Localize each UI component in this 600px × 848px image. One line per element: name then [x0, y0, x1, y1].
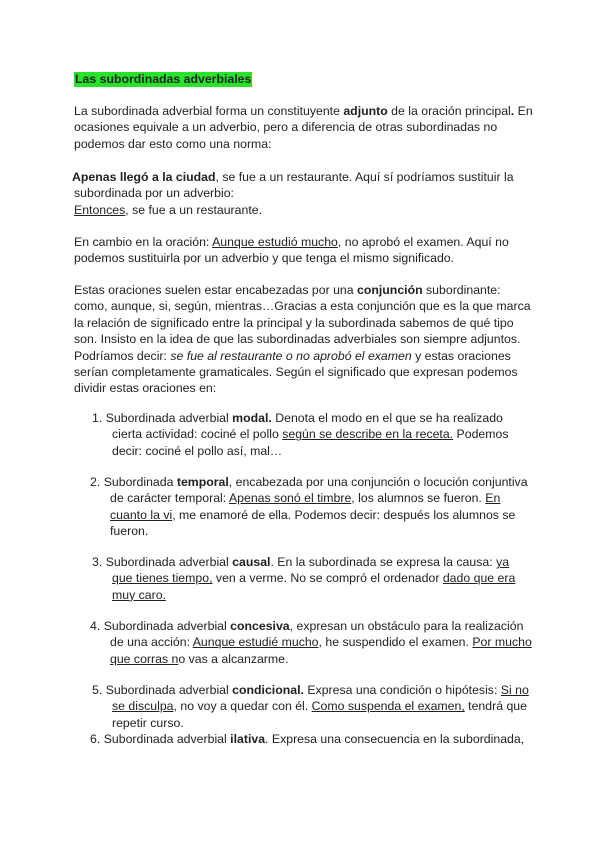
keyword-adjunto: adjunto: [343, 104, 388, 118]
list-item-ilativa: 6. Subordinada adverbial ilativa. Expresa una consecuencia en la subordinada,: [90, 732, 525, 746]
paragraph-conjunction: Estas oraciones suelen estar encabezadas por una conjunción subordinante: como, aunque, si, según, mientras…Gracias a esta conjunción que es la que marca la relación de significado entre la principal y la subordinada sabemos de qué tipo son. Insisto en la idea de que las subordinadas adverbiales son siempre adjuntos. Podríamos decir: se fue al restaurante o no aprobó el examen y estas oraciones serían completamente gramaticales. Según el significado que expresan podemos dividir estas oraciones en:: [74, 283, 531, 396]
list-item-modal: 1. Subordinada adverbial modal. Denota el modo en el que se ha realizado cierta actividad: cociné el pollo según se describe en la receta. Podemos decir: cociné el pollo así, mal…: [92, 411, 509, 458]
example-aunque: Aunque estudió mucho: [212, 235, 338, 249]
keyword-conjuncion: conjunción: [357, 283, 423, 297]
paragraph-intro: La subordinada adverbial forma un constituyente adjunto de la oración principal. En ocasiones equivale a un adverbio, pero a diferencia de otras subordinadas no podemos dar esto como una norma:: [74, 104, 533, 151]
example-italic: se fue al restaurante o no aprobó el examen: [170, 348, 412, 363]
list-item-condicional: 5. Subordinada adverbial condicional. Expresa una condición o hipótesis: Si no se disculpa, no voy a quedar con él. Como suspenda el examen, tendrá que repetir curso.: [92, 683, 529, 730]
list-item-concesiva: 4. Subordinada adverbial concesiva, expresan un obstáculo para la realización de una acción: Aunque estudié mucho, he suspendido el examen. Por mucho que corras no vas a alcanzarme.: [90, 619, 532, 666]
list-item-temporal: 2. Subordinada temporal, encabezada por una conjunción o locución conjuntiva de carácter temporal: Apenas sonó el timbre, los alumnos se fueron. En cuanto la vi, me enamoré de ella. Podemos decir: después los alumnos se fueron.: [90, 475, 528, 539]
document-title: Las subordinadas adverbiales: [75, 72, 252, 86]
paragraph-example-2: En cambio en la oración: Aunque estudió mucho, no aprobó el examen. Aquí no podemos sustituirla por un adverbio y que tenga el mismo significado.: [74, 235, 509, 266]
example-entonces: Entonces: [74, 202, 126, 217]
paragraph-example-1: Apenas llegó a la ciudad, se fue a un restaurante. Aquí sí podríamos sustituir la subordinada por un adverbio: Entonces, se fue a un restaurante.: [72, 170, 514, 217]
list-item-causal: 3. Subordinada adverbial causal. En la subordinada se expresa la causa: ya que tienes tiempo, ven a verme. No se compró el ordenador dado que era muy caro.: [92, 555, 516, 602]
example-apenas: Apenas llegó a la ciudad: [72, 170, 216, 184]
